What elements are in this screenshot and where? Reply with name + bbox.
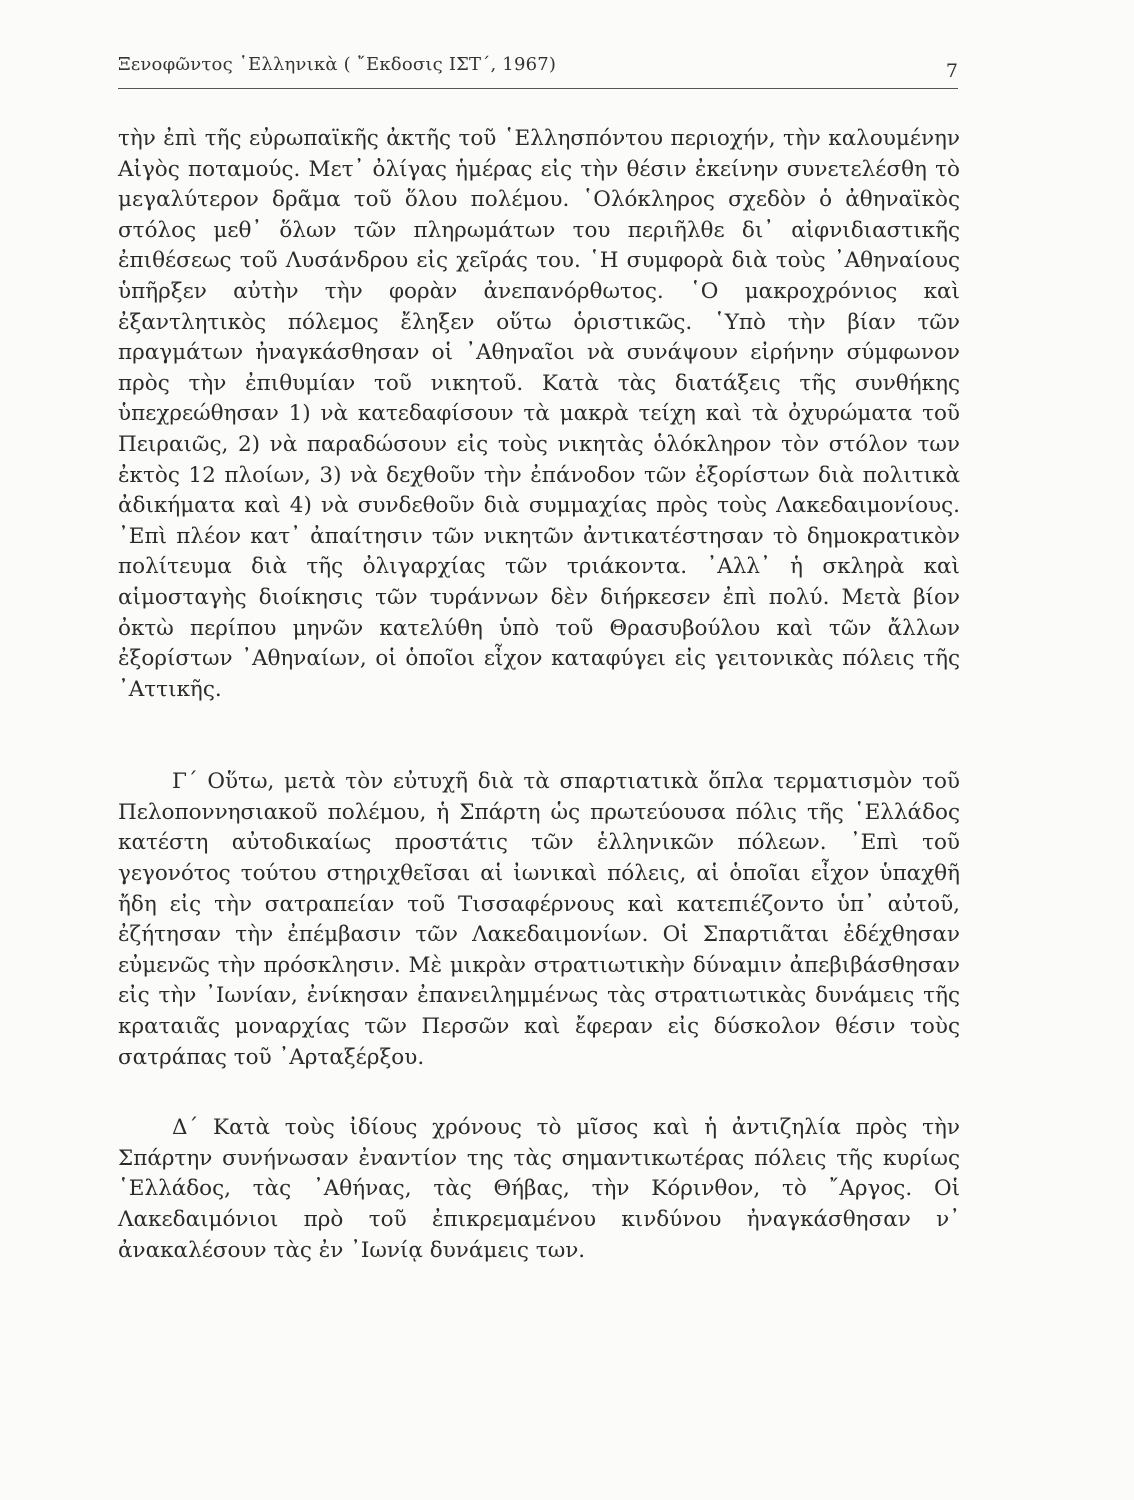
header-rule — [118, 88, 958, 89]
paragraph-1: τὴν ἐπὶ τῆς εὐρωπαϊκῆς ἀκτῆς τοῦ ῾Ελλησπόντου περιοχήν, τὴν καλουμένην Αἰγὸς ποταμούς. Μετ᾽ ὀλίγας ἡμέρας εἰς τὴν θέσιν ἐκείνην συνετελέσθη τὸ μεγαλύτερον δρᾶμα τοῦ ὅλου πολέμου. ῾Ολόκληρος σχεδὸν ὁ ἀθηναϊκὸς στόλος μεθ᾽ ὅλων τῶν πληρωμάτων του περιῆλθε δι᾽ αἰφνιδιαστικῆς ἐπιθέσεως τοῦ Λυσάνδρου εἰς χεῖράς του. ῾Η συμφορὰ διὰ τοὺς ᾽Αθηναίους ὑπῆρξεν αὐτὴν τὴν φορὰν ἀνεπανόρθωτος. ῾Ο μακροχρόνιος καὶ ἐξαντλητικὸς πόλεμος ἔληξεν οὕτω ὁριστικῶς. ῾Υπὸ τὴν βίαν τῶν πραγμάτων ἠναγκάσθησαν οἱ ᾽Αθηναῖοι νὰ συνάψουν εἰρήνην σύμφωνον πρὸς τὴν ἐπιθυμίαν τοῦ νικητοῦ. Κατὰ τὰς διατάξεις τῆς συνθήκης ὑπεχρεώθησαν 1) νὰ κατεδαφίσουν τὰ μακρὰ τείχη καὶ τὰ ὀχυρώματα τοῦ Πειραιῶς, 2) νὰ παραδώσουν εἰς τοὺς νικητὰς ὁλόκληρον τὸν στόλον των ἐκτὸς 12 πλοίων, 3) νὰ δεχθοῦν τὴν ἐπάνοδον τῶν ἐξορίστων διὰ πολιτικὰ ἀδικήματα καὶ 4) νὰ συνδεθοῦν διὰ συμμαχίας πρὸς τοὺς Λακεδαιμονίους. ᾽Επὶ πλέον κατ᾽ ἀπαίτησιν τῶν νικητῶν ἀντικατέστησαν τὸ δημοκρατικὸν πολίτευμα διὰ τῆς ὀλιγαρχίας τῶν τριάκοντα. ᾽Αλλ᾽ ἡ σκληρὰ καὶ αἱμοσταγὴς διοίκησις τῶν τυράννων δὲν διήρκεσεν ἐπὶ πολύ. Μετὰ βίον ὀκτὼ περίπου μηνῶν κατελύθη ὑπὸ τοῦ Θρασυβούλου καὶ τῶν ἄλλων ἐξορίστων ᾽Αθηναίων, οἱ ὁποῖοι εἶχον καταφύγει εἰς γειτονικὰς πόλεις τῆς ᾽Αττικῆς. — [118, 126, 960, 702]
paragraph-spacer — [118, 705, 960, 767]
running-title: Ξενοφῶντος ῾Ελληνικὰ ( ῎Εκδοσις ΙΣΤ΄, 1967) — [118, 54, 557, 75]
paragraph-3: Δ΄ Κατὰ τοὺς ἰδίους χρόνους τὸ μῖσος καὶ ἡ ἀντιζηλία πρὸς τὴν Σπάρτην συνήνωσαν ἐναντίον της τὰς σημαντικωτέρας πόλεις τῆς κυρίως ῾Ελλάδος, τὰς ᾽Αθήνας, τὰς Θήβας, τὴν Κόρινθον, τὸ ῎Αργος. Οἱ Λακεδαιμόνιοι πρὸ τοῦ ἐπικρεμαμένου κινδύνου ἠναγκάσθησαν ν᾽ ἀνακαλέσουν τὰς ἐν ᾽Ιωνίᾳ δυνάμεις των. — [118, 1115, 960, 1263]
running-header — [118, 46, 958, 86]
page-number: 7 — [945, 60, 958, 82]
paragraph-2: Γ΄ Οὕτω, μετὰ τὸν εὐτυχῆ διὰ τὰ σπαρτιατικὰ ὅπλα τερματισμὸν τοῦ Πελοποννησιακοῦ πολέμου, ἡ Σπάρτη ὡς πρωτεύουσα πόλις τῆς ῾Ελλάδος κατέστη αὐτοδικαίως προστάτις τῶν ἑλληνικῶν πόλεων. ᾽Επὶ τοῦ γεγονότος τούτου στηριχθεῖσαι αἱ ἰωνικαὶ πόλεις, αἱ ὁποῖαι εἶχον ὑπαχθῆ ἤδη εἰς τὴν σατραπείαν τοῦ Τισσαφέρνους καὶ κατεπιέζοντο ὑπ᾽ αὐτοῦ, ἐζήτησαν τὴν ἐπέμβασιν τῶν Λακεδαιμονίων. Οἱ Σπαρτιᾶται ἐδέχθησαν εὐμενῶς τὴν πρόσκλησιν. Μὲ μικρὰν στρατιωτικὴν δύναμιν ἀπεβιβάσθησαν εἰς τὴν ᾽Ιωνίαν, ἐνίκησαν ἐπανειλημμένως τὰς στρατιωτικὰς δυνάμεις τῆς κραταιᾶς μοναρχίας τῶν Περσῶν καὶ ἔφεραν εἰς δύσκολον θέσιν τοὺς σατράπας τοῦ ᾽Αρταξέρξου. — [118, 769, 960, 1070]
paragraph-spacer — [118, 1073, 960, 1113]
body-text — [118, 124, 960, 1266]
